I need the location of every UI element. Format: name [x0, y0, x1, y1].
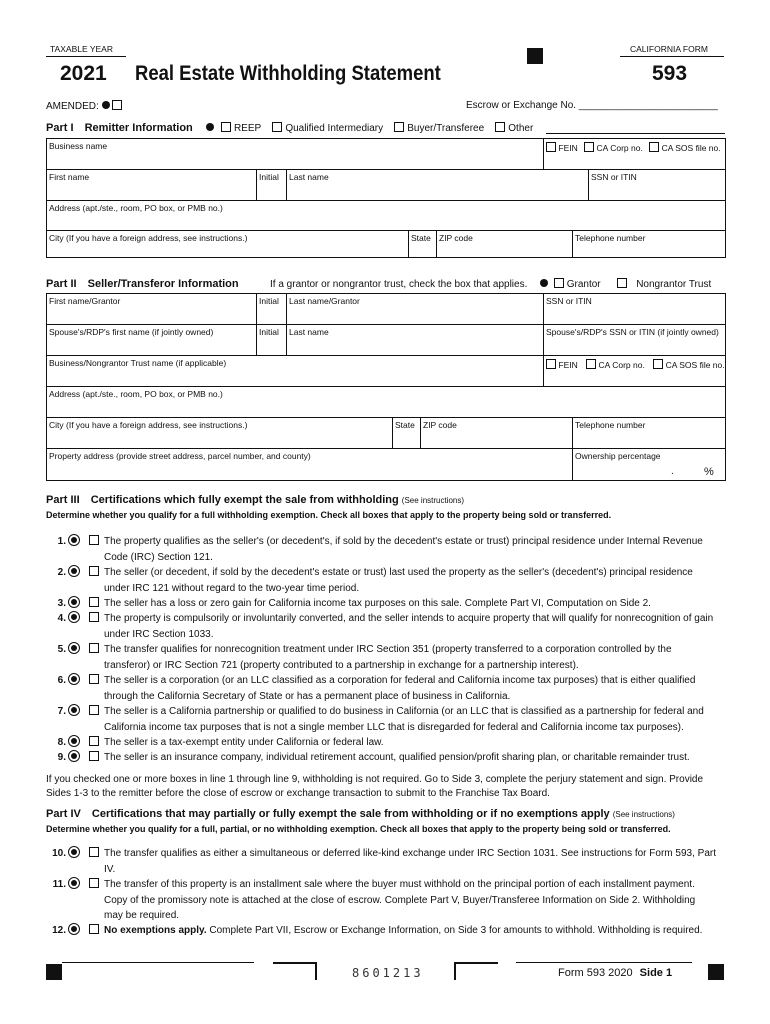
item-number: 11. — [52, 879, 66, 890]
part3-title: Certifications which fully exempt the sale from withholding — [90, 494, 399, 506]
part2-heading — [46, 278, 239, 290]
grantor-label: Grantor — [566, 279, 601, 290]
amended-label: AMENDED: — [46, 101, 99, 112]
part3-label: Part III — [46, 494, 80, 506]
item-4-checkbox[interactable] — [89, 612, 99, 622]
seller-fein-checkbox[interactable] — [546, 359, 556, 369]
ca-corp-checkbox[interactable] — [584, 142, 594, 152]
seller-ca-corp-label: CA Corp no. — [598, 360, 645, 370]
item-text: The property is compulsorily or involuntarily converted, and the seller intends to acquire property that will qualify for nonrecognition of gain under IRC Section 1033. — [104, 613, 714, 640]
item-text: The transfer qualifies for nonrecognition treatment under IRC Section 351 (property transferred to a corporation controlled by the transferor) or IRC Section 721 (property contributed to a partnership in exchange for a partnership interest). — [104, 644, 672, 671]
part4-label: Part IV — [46, 808, 81, 820]
corner-mark — [273, 962, 317, 980]
other-line — [546, 133, 725, 134]
item-text: The transfer qualifies as either a simultaneous or deferred like-kind exchange under IRC Section 1031. See instructions for Form 593, Part IV. — [104, 848, 716, 875]
reep-checkbox[interactable] — [221, 122, 231, 132]
item-number: 5. — [57, 644, 66, 655]
item-text: The transfer of this property is an installment sale where the buyer must withhold on the principal portion of each installment payment. Copy of the promissory note is attached at the close of escrow. Complete Part V, Buyer/Transferee Information on Side 2. Withholding may be required. — [104, 879, 696, 921]
radio-icon — [68, 877, 80, 889]
initial-field[interactable]: Initial — [259, 172, 279, 182]
telephone-field[interactable]: Telephone number — [575, 233, 646, 243]
percent-sign: % — [704, 466, 714, 478]
city-field[interactable]: City (If you have a foreign address, see instructions.) — [49, 233, 248, 243]
amended-checkbox[interactable] — [112, 100, 122, 110]
part3-item-2 — [46, 565, 716, 596]
seller-zip-field[interactable]: ZIP code — [423, 420, 457, 430]
item-number: 12. — [52, 925, 66, 936]
registration-mark — [527, 48, 543, 64]
registration-mark — [46, 964, 62, 980]
part2-title: Seller/Transferor Information — [87, 278, 239, 290]
item-number: 4. — [57, 613, 66, 624]
ownership-percentage-field[interactable]: Ownership percentage — [575, 451, 661, 461]
radio-icon — [68, 846, 80, 858]
radio-icon — [68, 642, 80, 654]
part3-note: If you checked one or more boxes in line 1 through line 9, withholding is not required. Go to Side 3, complete the perjury statement and sign. Provide Sides 1-3 to the remitter before the close of escrow or exchange transaction to submit to the Franchise Tax Board. — [46, 774, 704, 799]
spouse-ssn-field[interactable]: Spouse's/RDP's SSN or ITIN (if jointly owned) — [546, 327, 719, 337]
item-text: The seller has a loss or zero gain for California income tax purposes on this sale. Complete Part VI, Computation on Side 2. — [104, 598, 651, 609]
seller-fein-label: FEIN — [558, 360, 578, 370]
radio-icon — [68, 596, 80, 608]
item-text: The seller is an insurance company, individual retirement account, qualified pension/profit sharing plan, or charitable remainder trust. — [104, 752, 690, 763]
spouse-first-name-field[interactable]: Spouse's/RDP's first name (if jointly owned) — [49, 327, 214, 337]
item-11-checkbox[interactable] — [89, 878, 99, 888]
item-7-checkbox[interactable] — [89, 705, 99, 715]
form-year-label: Form 593 2020 — [558, 967, 633, 979]
state-field[interactable]: State — [411, 233, 431, 243]
part4-heading — [46, 808, 675, 820]
fein-checkbox[interactable] — [546, 142, 556, 152]
part3-item-4 — [46, 611, 716, 642]
nongrantor-trust-name-field[interactable]: Business/Nongrantor Trust name (if applicable) — [49, 358, 227, 368]
item-text: The property qualifies as the seller's (or decedent's, if sold by the decedent's estate or trust) principal residence under Internal Revenue Code (IRC) Section 121. — [104, 536, 703, 563]
qualified-intermediary-label: Qualified Intermediary — [285, 123, 384, 134]
ssn-field[interactable]: SSN or ITIN — [591, 172, 637, 182]
item-2-checkbox[interactable] — [89, 566, 99, 576]
seller-address-field[interactable]: Address (apt./ste., room, PO box, or PMB no.) — [49, 389, 223, 399]
buyer-transferee-checkbox[interactable] — [394, 122, 404, 132]
item-text: The seller is a California partnership or qualified to do business in California (or an LLC that is classified as a partnership for federal and California income tax purposes that is not a single member LLC that is disregarded for federal and California income tax purposes). — [104, 706, 704, 733]
qualified-intermediary-checkbox[interactable] — [272, 122, 282, 132]
item-text: The seller is a tax-exempt entity under California or federal law. — [104, 737, 384, 748]
seller-ca-corp-checkbox[interactable] — [586, 359, 596, 369]
no-exemptions-label: No exemptions apply. — [104, 925, 207, 936]
item-8-checkbox[interactable] — [89, 736, 99, 746]
buyer-transferee-label: Buyer/Transferee — [407, 123, 485, 134]
item-9-checkbox[interactable] — [89, 751, 99, 761]
item-number: 1. — [57, 536, 66, 547]
reep-label: REEP — [233, 123, 262, 134]
bullet-icon — [540, 279, 548, 287]
part3-see-instructions: (See instructions) — [401, 496, 465, 505]
ownership-decimal: . — [671, 466, 674, 477]
radio-icon — [68, 673, 80, 685]
item-6-checkbox[interactable] — [89, 674, 99, 684]
part3-subtitle: Determine whether you qualify for a full withholding exemption. Check all boxes that apply to the property being sold or transferred. — [46, 510, 612, 520]
form-number: 593 — [652, 62, 688, 85]
grantor-checkbox[interactable] — [554, 278, 564, 288]
footer-form-label — [558, 967, 672, 979]
side-label: Side 1 — [639, 967, 673, 979]
seller-first-name-field[interactable]: First name/Grantor — [49, 296, 121, 306]
seller-id-type-row — [543, 357, 728, 372]
part3-item-1 — [46, 534, 716, 565]
bullet-icon — [206, 123, 214, 131]
trust-row — [270, 278, 711, 290]
taxable-year-label: TAXABLE YEAR — [50, 44, 113, 54]
item-number: 2. — [57, 567, 66, 578]
spouse-initial-field[interactable]: Initial — [259, 327, 279, 337]
part1-heading — [46, 122, 533, 134]
part1-title: Remitter Information — [84, 122, 193, 134]
seller-ca-sos-checkbox[interactable] — [653, 359, 663, 369]
part4-see-instructions: (See instructions) — [612, 810, 675, 819]
registration-mark — [708, 964, 724, 980]
id-type-row — [543, 140, 724, 155]
part2-label: Part II — [46, 278, 77, 290]
ca-sos-label: CA SOS file no. — [661, 143, 721, 153]
corner-mark — [454, 962, 498, 980]
seller-last-name-field[interactable]: Last name/Grantor — [289, 296, 360, 306]
seller-ssn-field[interactable]: SSN or ITIN — [546, 296, 592, 306]
item-number: 8. — [57, 737, 66, 748]
part4-title: Certifications that may partially or fully exempt the sale from withholding or if no exemptions apply — [91, 808, 610, 820]
item-10-checkbox[interactable] — [89, 847, 99, 857]
radio-icon — [68, 704, 80, 716]
part4-item-11 — [46, 877, 716, 924]
seller-ca-sos-label: CA SOS file no. — [665, 360, 725, 370]
item-text: Complete Part VII, Escrow or Exchange Information, on Side 3 for amounts to withhold. Withholding is required. — [206, 925, 703, 936]
item-text: The seller is a corporation (or an LLC classified as a corporation for federal and California income tax purposes) that is either qualified through the California Secretary of State or has a permanent place of business in California. — [104, 675, 696, 702]
fein-label: FEIN — [558, 143, 578, 153]
item-number: 10. — [52, 848, 66, 859]
item-12-checkbox[interactable] — [89, 924, 99, 934]
seller-telephone-field[interactable]: Telephone number — [575, 420, 646, 430]
zip-field[interactable]: ZIP code — [439, 233, 473, 243]
ca-sos-checkbox[interactable] — [649, 142, 659, 152]
radio-icon — [68, 534, 80, 546]
tax-year: 2021 — [60, 62, 107, 85]
part1-label: Part I — [46, 122, 74, 134]
radio-icon — [68, 750, 80, 762]
part4-subtitle: Determine whether you qualify for a full, partial, or no withholding exemption. Check all boxes that apply to the property being sold or transferred. — [46, 824, 671, 834]
radio-icon — [68, 611, 80, 623]
radio-icon — [68, 923, 80, 935]
other-label: Other — [508, 123, 534, 134]
radio-icon — [68, 565, 80, 577]
seller-state-field[interactable]: State — [395, 420, 415, 430]
part3-item-7 — [46, 704, 716, 735]
bullet-icon — [102, 101, 110, 109]
part3-heading — [46, 494, 464, 506]
ca-corp-label: CA Corp no. — [596, 143, 643, 153]
part4-item-10 — [46, 846, 716, 877]
part4-item-12 — [46, 923, 716, 939]
last-name-field[interactable]: Last name — [289, 172, 329, 182]
business-name-field[interactable]: Business name — [49, 141, 108, 151]
part3-item-6 — [46, 673, 716, 704]
divider — [46, 56, 126, 57]
item-1-checkbox[interactable] — [89, 535, 99, 545]
address-field[interactable]: Address (apt./ste., room, PO box, or PMB no.) — [49, 203, 223, 213]
part3-item-5 — [46, 642, 716, 673]
trust-note: If a grantor or nongrantor trust, check the box that applies. — [270, 279, 528, 290]
radio-icon — [68, 735, 80, 747]
spouse-last-name-field[interactable]: Last name — [289, 327, 329, 337]
item-number: 7. — [57, 706, 66, 717]
escrow-number-field[interactable]: Escrow or Exchange No. _________________________ — [466, 100, 718, 111]
seller-initial-field[interactable]: Initial — [259, 296, 279, 306]
property-address-field[interactable]: Property address (provide street address, parcel number, and county) — [49, 451, 311, 461]
page-title: Real Estate Withholding Statement — [135, 62, 441, 85]
california-form-label: CALIFORNIA FORM — [630, 44, 708, 54]
barcode-number: 8601213 — [352, 966, 424, 980]
part3-item-9 — [46, 750, 716, 766]
item-number: 3. — [57, 598, 66, 609]
item-5-checkbox[interactable] — [89, 643, 99, 653]
amended-row — [46, 100, 122, 112]
divider — [620, 56, 724, 57]
item-text: The seller (or decedent, if sold by the decedent's estate or trust) last used the property as the seller's (decedent's) principal residence under IRC 121 without regard to the two-year time period. — [104, 567, 693, 594]
seller-city-field[interactable]: City (If you have a foreign address, see instructions.) — [49, 420, 248, 430]
part3-item-3 — [46, 596, 716, 612]
item-number: 6. — [57, 675, 66, 686]
part3-item-8 — [46, 735, 716, 751]
other-checkbox[interactable] — [495, 122, 505, 132]
first-name-field[interactable]: First name — [49, 172, 90, 182]
item-number: 9. — [57, 752, 66, 763]
nongrantor-label: Nongrantor Trust — [636, 279, 712, 290]
item-3-checkbox[interactable] — [89, 597, 99, 607]
nongrantor-checkbox[interactable] — [617, 278, 627, 288]
